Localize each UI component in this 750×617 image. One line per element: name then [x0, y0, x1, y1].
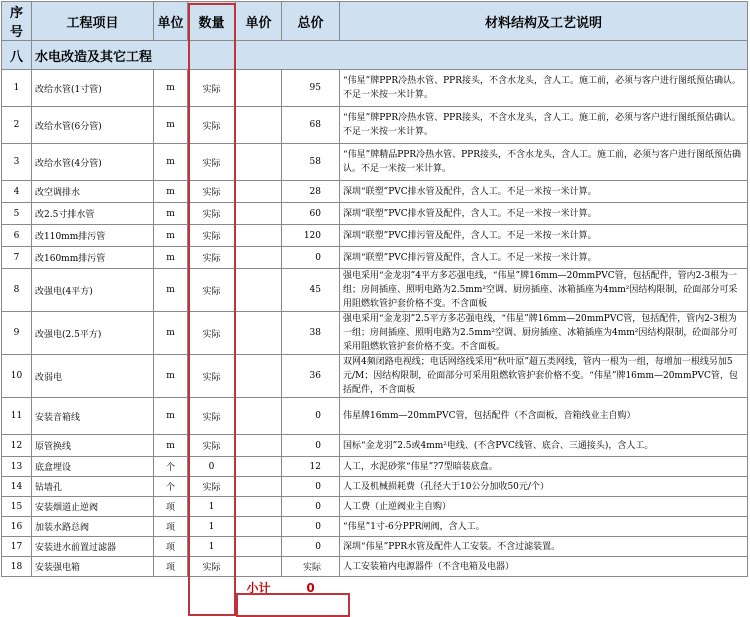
qty-cell: 实际	[188, 477, 236, 497]
table-row	[2, 457, 748, 477]
row-number: 18	[2, 557, 32, 577]
qty-cell: 实际	[188, 70, 236, 107]
unit-cell: m	[154, 269, 188, 312]
table-row	[2, 355, 748, 398]
qty-cell: 1	[188, 537, 236, 557]
table-row	[2, 398, 748, 435]
item-name: 改给水管(1寸管)	[32, 70, 154, 107]
total-cell: 58	[282, 144, 340, 181]
price-cell	[236, 497, 282, 517]
qty-cell: 实际	[188, 557, 236, 577]
unit-cell: m	[154, 203, 188, 225]
table-row	[2, 537, 748, 557]
item-name: 改给水管(4分管)	[32, 144, 154, 181]
unit-cell: m	[154, 181, 188, 203]
item-name: 钻墙孔	[32, 477, 154, 497]
unit-cell: 个	[154, 477, 188, 497]
subtotal-label: 小计	[246, 581, 271, 596]
total-cell: 0	[282, 537, 340, 557]
price-cell	[236, 181, 282, 203]
desc-cell: 强电采用“金龙羽”4平方多芯强电线，“伟星”牌16mm—20mmPVC管，包括配件，管内2-3根为一组；房间插座、照明电路为2.5mm²空调、厨房插座、冰箱插座为4mm²因结构限制，砼面部分可采用阻燃软管护套价格不变。不含面板	[340, 269, 748, 312]
total-cell: 28	[282, 181, 340, 203]
total-cell: 120	[282, 225, 340, 247]
qty-cell: 1	[188, 497, 236, 517]
desc-cell: 深圳“联塑”PVC排污管及配件，含人工。不足一米按一米计算。	[340, 225, 748, 247]
section-title: 水电改造及其它工程	[32, 41, 748, 70]
row-number: 1	[2, 70, 32, 107]
desc-cell: 深圳“联塑”PVC排污管及配件，含人工。不足一米按一米计算。	[340, 247, 748, 269]
total-cell: 0	[282, 517, 340, 537]
table-row	[2, 225, 748, 247]
table-row	[2, 144, 748, 181]
unit-cell: m	[154, 144, 188, 181]
table-row	[2, 312, 748, 355]
table-row	[2, 181, 748, 203]
qty-cell: 实际	[188, 435, 236, 457]
price-cell	[236, 537, 282, 557]
desc-cell: “伟星”牌PPR冷热水管、PPR接头，不含水龙头，含人工。施工前，必须与客户进行图纸预估确认。不足一米按一米计算。	[340, 70, 748, 107]
unit-cell: m	[154, 435, 188, 457]
table-row	[2, 269, 748, 312]
row-number: 7	[2, 247, 32, 269]
total-cell: 38	[282, 312, 340, 355]
price-cell	[236, 312, 282, 355]
desc-cell: 人工费（止逆阀业主自购）	[340, 497, 748, 517]
item-name: 改2.5寸排水管	[32, 203, 154, 225]
total-cell: 0	[282, 477, 340, 497]
qty-cell: 实际	[188, 225, 236, 247]
row-number: 5	[2, 203, 32, 225]
desc-cell: 国标“金龙羽”2.5或4mm²电线、(不含PVC线管、底合、三通接头)，含人工。	[340, 435, 748, 457]
col-header-desc: 材料结构及工艺说明	[340, 2, 748, 41]
item-name: 改弱电	[32, 355, 154, 398]
price-cell	[236, 225, 282, 247]
total-cell: 45	[282, 269, 340, 312]
item-name: 改空调排水	[32, 181, 154, 203]
qty-cell: 实际	[188, 398, 236, 435]
total-cell: 实际	[282, 557, 340, 577]
unit-cell: m	[154, 70, 188, 107]
qty-cell: 实际	[188, 203, 236, 225]
quote-table	[1, 1, 748, 599]
table-row	[2, 203, 748, 225]
table-row	[2, 477, 748, 497]
total-cell: 60	[282, 203, 340, 225]
desc-cell: “伟星”牌PPR冷热水管、PPR接头，不含水龙头，含人工。施工前，必须与客户进行图纸预估确认。不足一米按一米计算。	[340, 107, 748, 144]
qty-cell: 实际	[188, 107, 236, 144]
item-name: 底盒埋设	[32, 457, 154, 477]
price-cell	[236, 70, 282, 107]
unit-cell: 项	[154, 497, 188, 517]
item-name: 改160mm排污管	[32, 247, 154, 269]
table-row	[2, 557, 748, 577]
table-row	[2, 247, 748, 269]
desc-cell: 深圳“联塑”PVC排水管及配件，含人工。不足一米按一米计算。	[340, 181, 748, 203]
unit-cell: 个	[154, 457, 188, 477]
total-cell: 0	[282, 497, 340, 517]
price-cell	[236, 557, 282, 577]
qty-cell: 实际	[188, 355, 236, 398]
unit-cell: m	[154, 107, 188, 144]
row-number: 6	[2, 225, 32, 247]
desc-cell: 强电采用“金龙羽”2.5平方多芯强电线，“伟星”牌16mm—20mmPVC管，包括配件，管内2-3根为一组；房间插座、照明电路为2.5mm²空调、厨房插座、冰箱插座为4mm²因结构限制，砼面部分可采用阻燃软管护套价格不变。不含面板。	[340, 312, 748, 355]
item-name: 安装烟道止逆阀	[32, 497, 154, 517]
col-header-no: 序号	[2, 2, 32, 41]
section-number: 八	[2, 41, 32, 70]
row-number: 15	[2, 497, 32, 517]
desc-cell: 人工及机械损耗费（孔径大于10公分加收50元/个）	[340, 477, 748, 497]
row-number: 11	[2, 398, 32, 435]
item-name: 改110mm排污管	[32, 225, 154, 247]
item-name: 安装强电箱	[32, 557, 154, 577]
unit-cell: m	[154, 312, 188, 355]
total-cell: 95	[282, 70, 340, 107]
table-row	[2, 435, 748, 457]
row-number: 8	[2, 269, 32, 312]
col-header-item: 工程项目	[32, 2, 154, 41]
qty-cell: 实际	[188, 144, 236, 181]
item-name: 加装水路总阀	[32, 517, 154, 537]
col-header-qty: 数量	[188, 2, 236, 41]
qty-cell: 实际	[188, 181, 236, 203]
desc-cell: 双网4频闭路电视线；电话网络线采用“秋叶原”超五类网线，管内一根为一组，每增加一根线另加5元/M；因结构限制，砼面部分可采用阻燃软管护套价格不变。“伟星”牌16mm—20mmPVC管，包括配件，不含面板	[340, 355, 748, 398]
desc-cell: 深圳“伟星”PPR水管及配件人工安装。不含过滤装置。	[340, 537, 748, 557]
section-row	[2, 41, 748, 70]
row-number: 14	[2, 477, 32, 497]
subtotal-row	[2, 577, 748, 599]
price-cell	[236, 144, 282, 181]
row-number: 17	[2, 537, 32, 557]
table-row	[2, 497, 748, 517]
table-row	[2, 70, 748, 107]
col-header-total: 总价	[282, 2, 340, 41]
desc-cell: 人工安装箱内电源器件（不含电箱及电器）	[340, 557, 748, 577]
subtotal-value: 0	[306, 580, 315, 595]
price-cell	[236, 398, 282, 435]
table-row	[2, 107, 748, 144]
item-name: 改强电(2.5平方)	[32, 312, 154, 355]
price-cell	[236, 107, 282, 144]
price-cell	[236, 247, 282, 269]
qty-cell: 0	[188, 457, 236, 477]
col-header-unit: 单位	[154, 2, 188, 41]
col-header-price: 单价	[236, 2, 282, 41]
table-row	[2, 517, 748, 537]
desc-cell: “伟星”1寸-6分PPR闸阀，含人工。	[340, 517, 748, 537]
total-cell: 0	[282, 435, 340, 457]
row-number: 12	[2, 435, 32, 457]
row-number: 16	[2, 517, 32, 537]
row-number: 3	[2, 144, 32, 181]
item-name: 安装音箱线	[32, 398, 154, 435]
row-number: 9	[2, 312, 32, 355]
total-cell: 36	[282, 355, 340, 398]
qty-cell: 实际	[188, 312, 236, 355]
qty-cell: 1	[188, 517, 236, 537]
unit-cell: 项	[154, 537, 188, 557]
row-number: 13	[2, 457, 32, 477]
unit-cell: m	[154, 225, 188, 247]
item-name: 原管换线	[32, 435, 154, 457]
item-name: 改给水管(6分管)	[32, 107, 154, 144]
price-cell	[236, 203, 282, 225]
unit-cell: m	[154, 398, 188, 435]
price-cell	[236, 269, 282, 312]
item-name: 安装进水前置过滤器	[32, 537, 154, 557]
qty-cell: 实际	[188, 269, 236, 312]
total-cell: 0	[282, 398, 340, 435]
price-cell	[236, 457, 282, 477]
price-cell	[236, 435, 282, 457]
unit-cell: 项	[154, 557, 188, 577]
price-cell	[236, 517, 282, 537]
unit-cell: m	[154, 355, 188, 398]
unit-cell: 项	[154, 517, 188, 537]
unit-cell: m	[154, 247, 188, 269]
item-name: 改强电(4平方)	[32, 269, 154, 312]
total-cell: 12	[282, 457, 340, 477]
row-number: 2	[2, 107, 32, 144]
row-number: 10	[2, 355, 32, 398]
qty-cell: 实际	[188, 247, 236, 269]
desc-cell: 人工，水泥砂浆“伟星”?7型暗装底盒。	[340, 457, 748, 477]
desc-cell: 伟星牌16mm—20mmPVC管，包括配件（不含面板，音箱线业主自购）	[340, 398, 748, 435]
price-cell	[236, 355, 282, 398]
price-cell	[236, 477, 282, 497]
desc-cell: 深圳“联塑”PVC排水管及配件，含人工。不足一米按一米计算。	[340, 203, 748, 225]
total-cell: 0	[282, 247, 340, 269]
total-cell: 68	[282, 107, 340, 144]
desc-cell: “伟星”牌精品PPR冷热水管、PPR接头，不含水龙头，含人工。施工前，必须与客户进行图纸预估确认。不足一米按一米计算。	[340, 144, 748, 181]
header-row	[2, 2, 748, 41]
row-number: 4	[2, 181, 32, 203]
